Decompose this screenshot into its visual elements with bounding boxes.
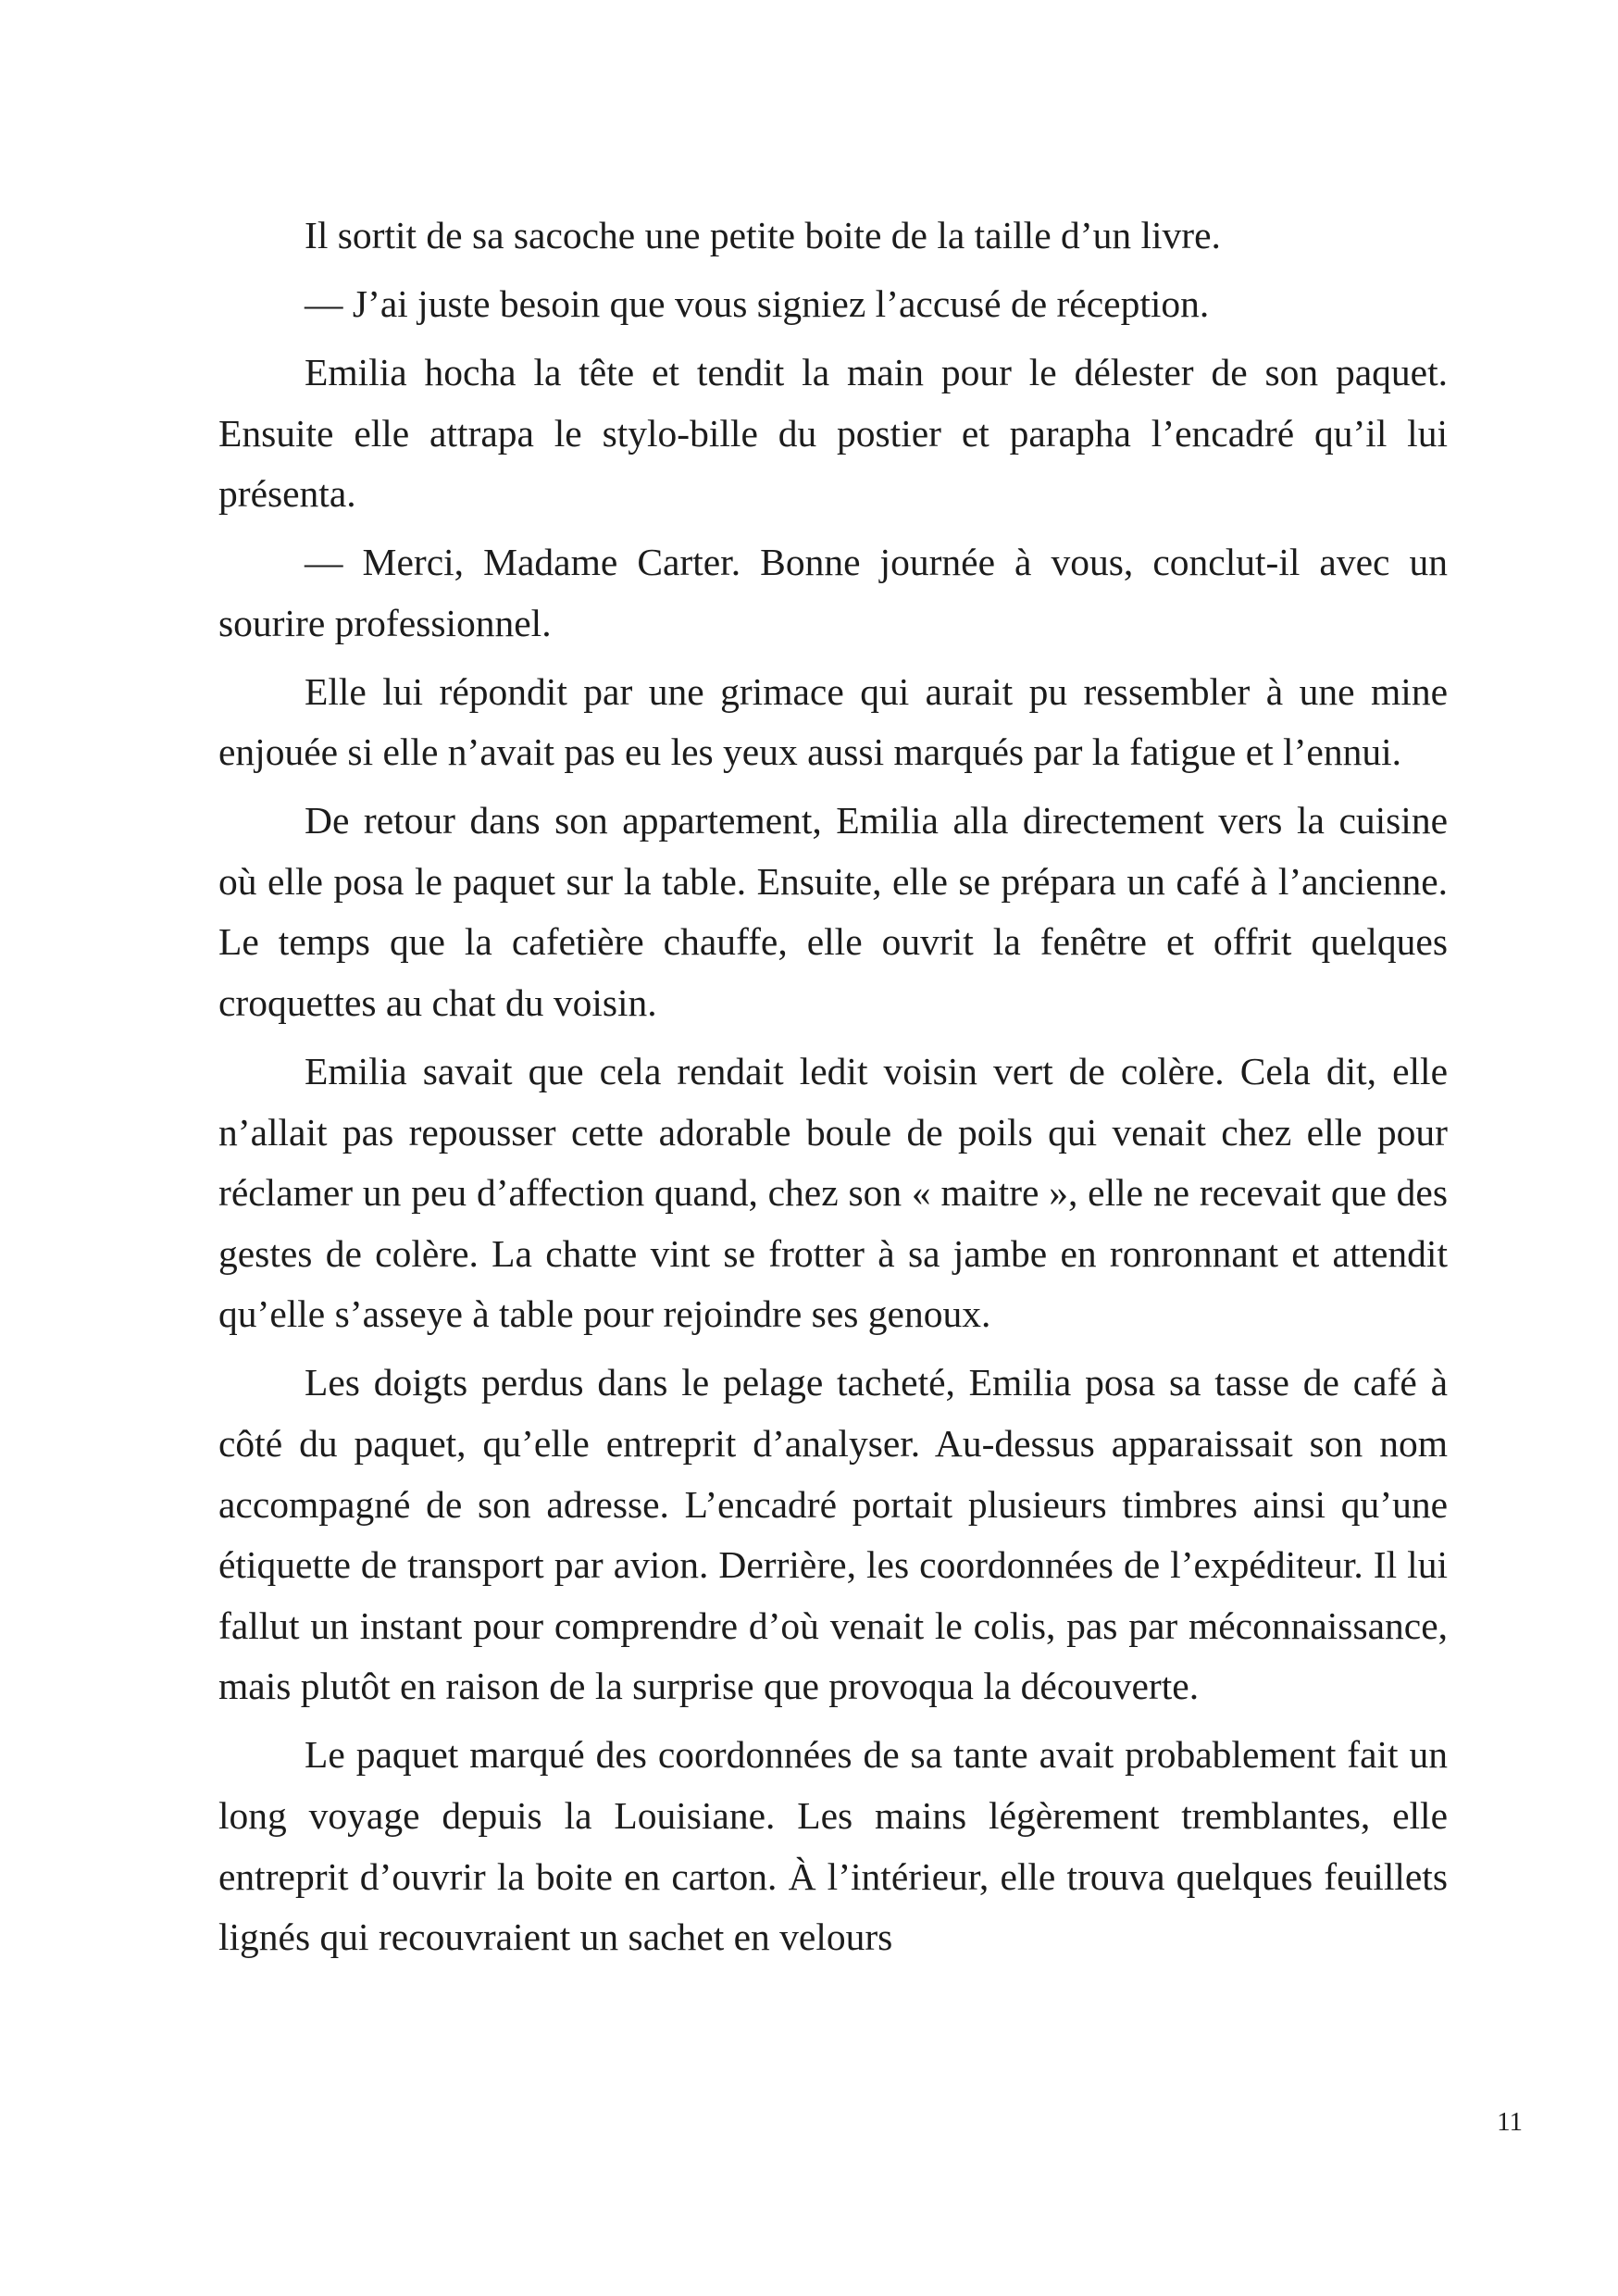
page-number: 11 — [1497, 2107, 1523, 2137]
paragraph: De retour dans son appartement, Emilia alla directement vers la cuisine où elle posa le paquet sur la table. Ensuite, elle se prépara un café à l’ancienne. Le temps que la cafetière chauffe, elle ouvrit la fenêtre et offrit quelques croquettes au chat du voisin. — [218, 799, 1448, 1025]
paragraph: Il sortit de sa sacoche une petite boite de la taille d’un livre. — [305, 214, 1221, 256]
paragraph: — J’ai juste besoin que vous signiez l’accusé de réception. — [305, 281, 1210, 325]
paragraph: Les doigts perdus dans le pelage tacheté, Emilia posa sa tasse de café à côté du paquet, qu’elle entreprit d’analyser. Au-dessus apparaissait son nom accompagné de son adresse. L’encadré portait plusieurs timbres ainsi qu’une étiquette de transport par avion. Derrière, les coordonnées de l’expéditeur. Il lui fallut un instant pour comprendre d’où venait le colis, pas par méconnaissance, mais plutôt en raison de la surprise que provoqua la découverte. — [218, 1361, 1448, 1708]
paragraph: Elle lui répondit par une grimace qui aurait pu ressembler à une mine enjouée si elle n’avait pas eu les yeux aussi marqués par la fatigue et l’ennui. — [218, 669, 1448, 774]
paragraph: Emilia hocha la tête et tendit la main pour le délester de son paquet. Ensuite elle attrapa le stylo-bille du postier et parapha l’encadré qu’il lui présenta. — [218, 350, 1448, 516]
paragraph: Emilia savait que cela rendait ledit voisin vert de colère. Cela dit, elle n’allait pas repousser cette adorable boule de poils qui venait chez elle pour réclamer un peu d’affection quand, chez son « maitre », elle ne recevait que des gestes de colère. La chatte vint se frotter à sa jambe en ronronnant et attendit qu’elle s’asseye à table pour rejoindre ses genoux. — [218, 1050, 1448, 1336]
body-text — [218, 206, 1448, 1976]
paragraph: — Merci, Madame Carter. Bonne journée à vous, conclut-il avec un sourire professionnel. — [218, 541, 1448, 644]
paragraph: Le paquet marqué des coordonnées de sa tante avait probablement fait un long voyage depuis la Louisiane. Les mains légèrement tremblantes, elle entreprit d’ouvrir la boite en carton. À l’intérieur, elle trouva quelques feuillets lignés qui recouvraient un sachet en velours — [218, 1733, 1448, 1959]
